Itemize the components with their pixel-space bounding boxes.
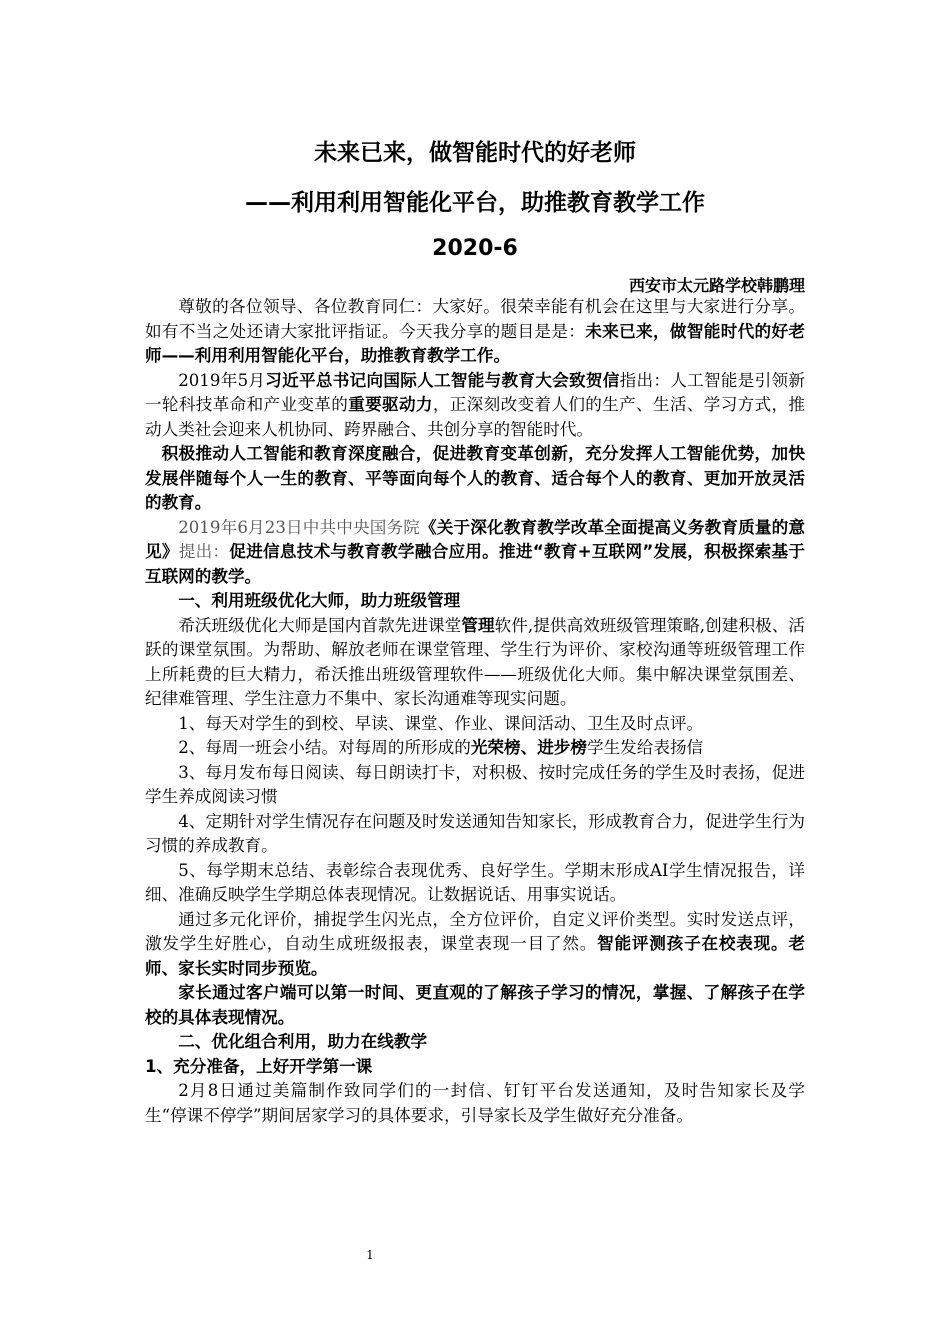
list-item-3: 3、每月发布每日阅读、每日朗读打卡，对积极、按时完成任务的学生及时表扬，促进学生养成阅读习惯	[145, 762, 805, 806]
paragraph-ai-letter: 2019年5月习近平总书记向国际人工智能与教育大会致贺信指出：人工智能是引领新一轮科技革命和产业变革的重要驱动力，正深刻改变着人们的生产、生活、学习方式，推动人类社会迎来人机协同、跨界融合、共创分享的智能时代。	[145, 370, 806, 439]
list-item-4: 4、定期针对学生情况存在问题及时发送通知告知家长，形成教育合力，促进学生行为习惯的养成教育。	[145, 811, 805, 855]
document-subtitle: ——利用利用智能化平台，助推教育教学工作	[245, 190, 705, 216]
section-heading-2: 二、优化组合利用，助力在线教学	[178, 1032, 428, 1051]
document-date: 2020-6	[432, 236, 518, 261]
author-line: 西安市太元路学校韩鹏理	[628, 276, 805, 295]
paragraph-preparation: 2月8日通过美篇制作致同学们的一封信、钉钉平台发送通知，及时告知家长及学生“停课不停学”期间居家学习的具体要求，引导家长及学生做好充分准备。	[145, 1081, 805, 1125]
list-item-1: 1、每天对学生的到校、早读、课堂、作业、课间活动、卫生及时点评。	[178, 713, 704, 733]
paragraph-class-master: 希沃班级优化大师是国内首款先进课堂管理软件,提供高效班级管理策略,创建积极、活跃的课堂氛围。为帮助、解放老师在课堂管理、学生行为评价、家校沟通等班级管理工作上所耗费的巨大精力，希沃推出班级管理软件——班级优化大师。集中解决课堂氛围差、纪律难管理、学生注意力不集中、家长沟通难等现实问题。	[145, 615, 806, 708]
paragraph-parents: 家长通过客户端可以第一时间、更直观的了解孩子学习的情况，掌握、了解孩子在学校的具体表现情况。	[145, 983, 805, 1027]
paragraph-evaluation: 通过多元化评价，捕捉学生闪光点，全方位评价，自定义评价类型。实时发送点评，激发学生好胜心，自动生成班级报表，课堂表现一目了然。智能评测孩子在校表现。老师、家长实时同步预览。	[145, 909, 806, 978]
page-number: 1	[366, 1248, 374, 1262]
section-heading-1: 一、利用班级优化大师，助力班级管理	[178, 591, 461, 610]
paragraph-ai-integration: 积极推动人工智能和教育深度融合，促进教育变革创新，充分发挥人工智能优势，加快发展伴随每个人一生的教育、平等面向每个人的教育、适合每个人的教育、更加开放灵活的教育。	[145, 444, 805, 512]
list-item-2: 2、每周一班会小结。对每周的所形成的光荣榜、进步榜学生发给表扬信	[178, 738, 704, 757]
list-item-5: 5、每学期末总结、表彰综合表现优秀、良好学生。学期末形成AI学生情况报告，详细、准确反映学生学期总体表现情况。让数据说话、用事实说话。	[145, 860, 805, 904]
paragraph-policy: 2019年6月23日中共中央国务院《关于深化教育教学改革全面提高义务教育质量的意见》提出：促进信息技术与教育教学融合应用。推进“教育+互联网”发展，积极探索基于互联网的教学。	[145, 517, 806, 586]
document-title: 未来已来，做智能时代的好老师	[314, 140, 636, 166]
subsection-heading-1: 1、充分准备，上好开学第一课	[145, 1056, 373, 1076]
paragraph-greeting: 尊敬的各位领导、各位教育同仁：大家好。很荣幸能有机会在这里与大家进行分享。如有不当之处还请大家批评指证。今天我分享的题目是是：未来已来，做智能时代的好老师——利用利用智能化平台，助推教育教学工作。	[145, 297, 806, 365]
document-body	[145, 295, 805, 1128]
